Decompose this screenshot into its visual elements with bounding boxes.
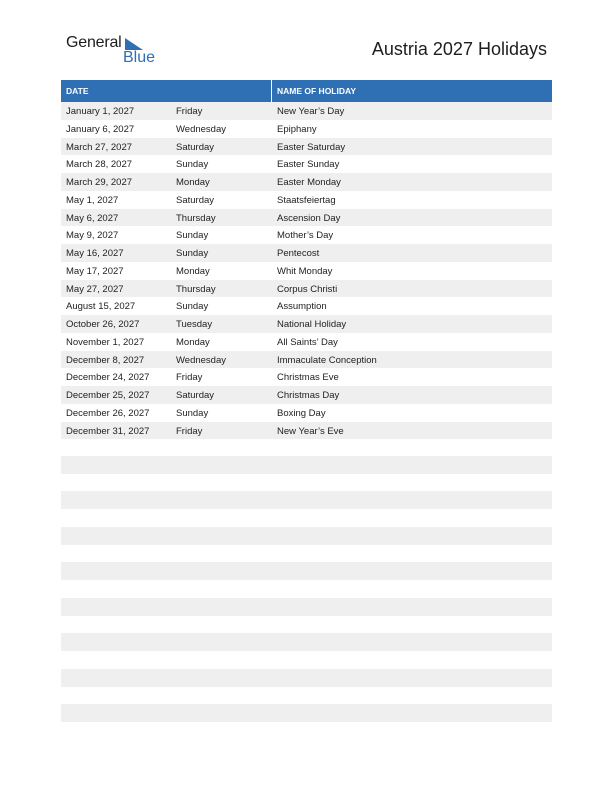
empty-row — [61, 598, 552, 616]
weekday-cell: Monday — [176, 177, 210, 188]
date-cell: March 28, 2027 — [66, 159, 133, 171]
holiday-name-cell: Christmas Day — [277, 390, 340, 401]
weekday-cell: Wednesday — [176, 123, 226, 135]
table-header — [61, 80, 552, 102]
holiday-name-cell: All Saints’ Day — [277, 336, 338, 348]
table-row — [61, 333, 552, 351]
weekday-cell: Monday — [176, 265, 210, 277]
table-row — [61, 155, 552, 173]
weekday-cell: Sunday — [176, 248, 209, 259]
weekday-cell: Friday — [176, 106, 203, 117]
holiday-name-cell: Pentecost — [277, 248, 320, 259]
date-cell: December 26, 2027 — [66, 407, 150, 419]
date-cell: March 29, 2027 — [66, 177, 133, 188]
weekday-cell: Saturday — [176, 390, 215, 401]
page-title: Austria 2027 Holidays — [371, 39, 547, 59]
empty-row — [61, 669, 552, 687]
date-cell: October 26, 2027 — [66, 319, 140, 330]
empty-row — [61, 527, 552, 545]
holiday-name-cell: Assumption — [277, 301, 327, 313]
date-cell: May 17, 2027 — [66, 265, 124, 277]
weekday-cell: Tuesday — [176, 319, 213, 330]
weekday-cell: Thursday — [176, 212, 216, 224]
date-cell: December 31, 2027 — [66, 425, 150, 437]
logo — [66, 34, 156, 70]
holiday-name-cell: New Year’s Eve — [277, 425, 344, 437]
holiday-name-cell: Whit Monday — [277, 265, 333, 277]
table-row — [61, 404, 552, 422]
table-row — [61, 120, 552, 138]
date-cell: August 15, 2027 — [66, 301, 136, 313]
table-row — [61, 226, 552, 244]
table-row — [61, 244, 552, 262]
date-cell: January 6, 2027 — [66, 123, 135, 135]
holiday-name-cell: Easter Saturday — [277, 141, 346, 153]
date-cell: December 24, 2027 — [66, 372, 150, 384]
holiday-name-cell: Immaculate Conception — [277, 354, 377, 366]
date-cell: December 8, 2027 — [66, 354, 145, 366]
weekday-cell: Monday — [176, 336, 210, 348]
weekday-cell: Sunday — [176, 301, 209, 313]
date-cell: November 1, 2027 — [66, 336, 145, 348]
date-cell: December 25, 2027 — [66, 390, 150, 401]
table-row — [61, 315, 552, 333]
empty-row — [61, 491, 552, 509]
holiday-name-cell: National Holiday — [277, 319, 347, 330]
empty-row — [61, 633, 552, 651]
header-date: DATE — [66, 86, 89, 96]
weekday-cell: Friday — [176, 425, 203, 437]
date-cell: May 6, 2027 — [66, 212, 119, 224]
holiday-name-cell: New Year’s Day — [277, 106, 345, 117]
weekday-cell: Wednesday — [176, 354, 226, 366]
holiday-name-cell: Easter Monday — [277, 177, 341, 188]
empty-row — [61, 704, 552, 722]
holiday-table — [61, 80, 552, 439]
weekday-cell: Sunday — [176, 407, 209, 419]
header-divider — [271, 80, 272, 102]
table-row — [61, 422, 552, 440]
holiday-name-cell: Boxing Day — [277, 407, 326, 419]
holiday-name-cell: Mother’s Day — [277, 230, 334, 242]
holiday-name-cell: Staatsfeiertag — [277, 194, 336, 206]
date-cell: March 27, 2027 — [66, 141, 133, 153]
table-row — [61, 173, 552, 191]
holiday-name-cell: Ascension Day — [277, 212, 341, 224]
table-body — [61, 102, 552, 439]
holiday-name-cell: Christmas Eve — [277, 372, 339, 384]
logo-text-blue: Blue — [123, 49, 156, 66]
table-row — [61, 102, 552, 120]
date-cell: May 16, 2027 — [66, 248, 124, 259]
date-cell: May 27, 2027 — [66, 283, 124, 295]
weekday-cell: Sunday — [176, 230, 209, 242]
holiday-name-cell: Easter Sunday — [277, 159, 340, 171]
empty-row — [61, 456, 552, 474]
table-row — [61, 280, 552, 298]
header-holiday-name: NAME OF HOLIDAY — [277, 86, 357, 96]
holiday-name-cell: Corpus Christi — [277, 283, 338, 295]
empty-row — [61, 562, 552, 580]
table-row — [61, 262, 552, 280]
table-row — [61, 386, 552, 404]
table-row — [61, 351, 552, 369]
holiday-name-cell: Epiphany — [277, 123, 317, 135]
logo-text-general: General — [66, 34, 122, 51]
date-cell: May 1, 2027 — [66, 194, 119, 206]
date-cell: May 9, 2027 — [66, 230, 119, 242]
weekday-cell: Sunday — [176, 159, 209, 171]
table-row — [61, 191, 552, 209]
table-row — [61, 368, 552, 386]
table-row — [61, 209, 552, 227]
table-row — [61, 138, 552, 156]
weekday-cell: Thursday — [176, 283, 216, 295]
date-cell: January 1, 2027 — [66, 106, 135, 117]
weekday-cell: Friday — [176, 372, 203, 384]
table-row — [61, 297, 552, 315]
weekday-cell: Saturday — [176, 141, 215, 153]
weekday-cell: Saturday — [176, 194, 215, 206]
